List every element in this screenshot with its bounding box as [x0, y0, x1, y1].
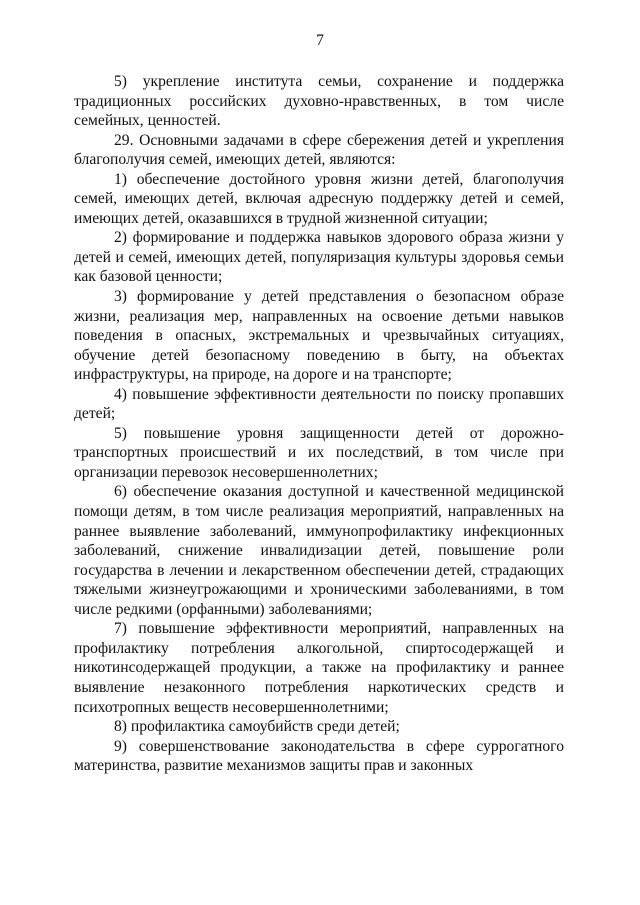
- paragraph-family-institution: 5) укрепление института семьи, сохранение и поддержка традиционных российских духовно-нравственных, в том числе семейных, ценностей.: [74, 73, 564, 130]
- paragraph-task-7: 7) повышение эффективности мероприятий, направленных на профилактику потребления алкогольной, спиртосодержащей и никотинсодержащей продукции, а также на профилактику и раннее выявление незаконного потребления наркотических средств и психотропных веществ несовершеннолетними;: [74, 620, 564, 716]
- paragraph-item-29-intro: 29. Основными задачами в сфере сбережения детей и укрепления благополучия семей, имеющих детей, являются:: [74, 131, 564, 169]
- paragraph-task-6: 6) обеспечение оказания доступной и качественной медицинской помощи детям, в том числе реализация мероприятий, направленных на раннее выявление заболеваний, иммунопрофилактику инфекционных заболеваний, снижение инвалидизации детей, повышение роли государства в лечении и лекарственном обеспечении детей, страдающих тяжелыми жизнеугрожающими и хроническими заболеваниями, в том числе редкими (орфанными) заболеваниями;: [74, 483, 564, 618]
- paragraph-task-2: 2) формирование и поддержка навыков здорового образа жизни у детей и семей, имеющих детей, популяризация культуры здоровья семьи как базовой ценности;: [74, 229, 564, 286]
- paragraph-task-8: 8) профилактика самоубийств среди детей;: [114, 718, 400, 736]
- page-number: 7: [316, 32, 324, 49]
- paragraph-task-4: 4) повышение эффективности деятельности по поиску пропавших детей;: [74, 385, 564, 423]
- document-body: [74, 72, 564, 776]
- paragraph-task-5: 5) повышение уровня защищенности детей от дорожно-транспортных происшествий и их последствий, в том числе при организации перевозок несовершеннолетних;: [74, 424, 564, 481]
- paragraph-task-1: 1) обеспечение достойного уровня жизни детей, благополучия семей, имеющих детей, включая адресную поддержку детей и семей, имеющих детей, оказавшихся в трудной жизненной ситуации;: [74, 170, 564, 227]
- paragraph-task-9: 9) совершенствование законодательства в сфере суррогатного материнства, развитие механизмов защиты прав и законных: [74, 737, 564, 775]
- paragraph-task-3: 3) формирование у детей представления о безопасном образе жизни, реализация мер, направленных на освоение детьми навыков поведения в опасных, экстремальных и чрезвычайных ситуациях, обучение детей безопасному поведению в быту, на объектах инфраструктуры, на природе, на дороге и на транспорте;: [74, 288, 564, 384]
